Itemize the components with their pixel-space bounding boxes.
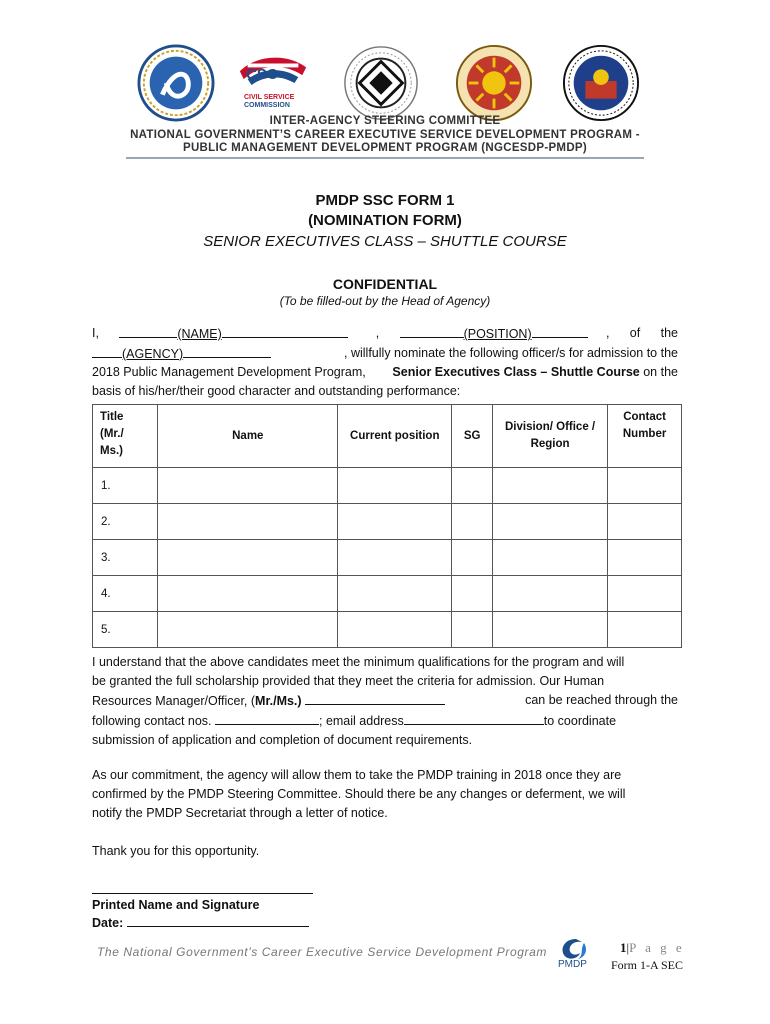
intro-line-2-text: , willfully nominate the following officer/s for admission to the [344, 345, 678, 360]
page-word: P a g e [629, 940, 685, 955]
cell-name[interactable] [158, 576, 338, 612]
intro-line-2 [92, 344, 678, 364]
header-line-2: NATIONAL GOVERNMENT’S CAREER EXECUTIVE SERVICE DEVELOPMENT PROGRAM - [130, 129, 640, 141]
hr-title-choice: Mr./Ms.) [255, 694, 302, 708]
form-code: Form 1-A SEC [611, 958, 684, 972]
career-executive-service-board-seal-icon [137, 44, 215, 122]
thank-you-line: Thank you for this opportunity. [92, 844, 260, 858]
commitment-paragraph [92, 766, 678, 823]
cell-position[interactable] [338, 540, 452, 576]
cell-contact[interactable] [608, 504, 682, 540]
intro-line-1 [92, 324, 678, 344]
hr-email-field[interactable] [404, 711, 544, 725]
confidential-note: (To be filled-out by the Head of Agency) [279, 294, 491, 308]
cell-position[interactable] [338, 612, 452, 648]
footer-tagline: The National Government’s Career Executive Service Development Program [97, 945, 547, 959]
csc-logo-sub2: COMMISSION [244, 102, 290, 109]
hr-contact-field[interactable] [215, 711, 319, 725]
cell-contact[interactable] [608, 540, 682, 576]
name-field-label: (NAME) [177, 327, 222, 341]
hr-line-4-a: following contact nos. [92, 714, 212, 728]
col-division-l2: Region [530, 438, 570, 450]
col-contact [608, 405, 682, 468]
col-title-l2: (Mr./ [100, 428, 124, 440]
cell-sg[interactable] [452, 540, 493, 576]
agency-field[interactable] [92, 344, 271, 364]
hr-line-1: I understand that the above candidates meet the minimum qualifications for the program and will [92, 655, 625, 669]
row-number: 2. [93, 504, 158, 540]
col-title-l3: Ms.) [100, 445, 123, 457]
table-row [93, 468, 682, 504]
hr-line-4-b: ; email address [319, 714, 404, 728]
cell-sg[interactable] [452, 576, 493, 612]
col-name: Name [158, 405, 338, 468]
date-label [92, 914, 309, 930]
col-sg: SG [452, 405, 493, 468]
intro-comma: , [375, 326, 380, 340]
position-field[interactable] [400, 324, 586, 344]
form-class-title: SENIOR EXECUTIVES CLASS – SHUTTLE COURSE [203, 233, 567, 250]
development-academy-seal-icon [342, 44, 420, 122]
date-label-text: Date: [92, 916, 124, 930]
commitment-line-2: confirmed by the PMDP Steering Committee. Should there be any changes or deferment, we will [92, 787, 626, 801]
intro-paragraph [92, 324, 678, 400]
col-contact-l2: Number [622, 428, 667, 440]
cell-name[interactable] [158, 468, 338, 504]
table-row [93, 540, 682, 576]
hr-line-3-c: can be reached through the [525, 693, 678, 707]
cell-contact[interactable] [608, 468, 682, 504]
row-number: 5. [93, 612, 158, 648]
form-title: PMDP SSC FORM 1 [315, 192, 455, 209]
col-division-l1: Division/ Office / [505, 421, 596, 433]
name-field[interactable] [119, 324, 355, 344]
hr-line-4 [92, 711, 678, 731]
table-header-row [93, 405, 682, 468]
cell-division[interactable] [492, 576, 607, 612]
signature-line[interactable] [92, 893, 313, 894]
intro-the: the [660, 326, 678, 340]
cell-division[interactable] [492, 504, 607, 540]
col-title-l1: Title [100, 411, 124, 423]
cell-sg[interactable] [452, 612, 493, 648]
table-row [93, 576, 682, 612]
intro-line-4: basis of his/her/their good character and outstanding performance: [92, 383, 461, 398]
row-number: 4. [93, 576, 158, 612]
hr-line-3-a: Resources Manager/Officer, ( [92, 694, 256, 708]
row-number: 3. [93, 540, 158, 576]
hr-name-field[interactable] [305, 691, 445, 705]
intro-line-3-c: on the [643, 365, 678, 379]
cell-name[interactable] [158, 612, 338, 648]
header-line-1: INTER-AGENCY STEERING COMMITTEE [269, 115, 501, 127]
thank-you-paragraph [92, 842, 678, 861]
cell-sg[interactable] [452, 504, 493, 540]
col-division [492, 405, 607, 468]
hr-line-5: submission of application and completion of document requirements. [92, 733, 473, 747]
hr-line-4-c: to coordinate [543, 714, 617, 728]
header-line-3: PUBLIC MANAGEMENT DEVELOPMENT PROGRAM (NGCESDP-PMDP) [182, 142, 588, 154]
cell-name[interactable] [158, 540, 338, 576]
cell-division[interactable] [492, 468, 607, 504]
table-row [93, 504, 682, 540]
row-number: 1. [93, 468, 158, 504]
page-number-value: 1 [620, 940, 627, 955]
header-rule [126, 157, 644, 159]
commitment-line-1: As our commitment, the agency will allow them to take the PMDP training in 2018 once they are [92, 768, 622, 782]
cell-position[interactable] [338, 468, 452, 504]
intro-line-3-a: 2018 Public Management Development Program, [92, 365, 366, 379]
cell-position[interactable] [338, 576, 452, 612]
cell-division[interactable] [492, 540, 607, 576]
cell-division[interactable] [492, 612, 607, 648]
col-contact-l1: Contact [623, 411, 666, 423]
intro-comma-2: , [605, 326, 610, 340]
confidential-label: CONFIDENTIAL [332, 276, 438, 292]
csc-logo-text: CSC [246, 66, 278, 83]
csc-logo-sub1: CIVIL SERVICE [244, 94, 295, 101]
cell-contact[interactable] [608, 576, 682, 612]
form-subtitle: (NOMINATION FORM) [308, 212, 462, 229]
nominees-table [92, 404, 682, 648]
pmdp-logo-icon [554, 935, 594, 973]
cell-sg[interactable] [452, 468, 493, 504]
pmdp-logo-text: PMDP [558, 959, 587, 970]
col-title [93, 405, 158, 468]
table-row [93, 612, 682, 648]
department-of-budget-and-management-seal-icon [455, 44, 533, 122]
hr-line-3 [92, 691, 678, 711]
civil-service-commission-logo-icon [234, 44, 312, 122]
page-separator: | [626, 940, 630, 955]
col-position: Current position [338, 405, 452, 468]
intro-line-3 [92, 363, 678, 382]
commitment-line-3: notify the PMDP Secretariat through a letter of notice. [92, 806, 388, 820]
department-of-finance-seal-icon [562, 44, 640, 122]
printed-name-label: Printed Name and Signature [92, 898, 260, 912]
intro-of: of [629, 326, 641, 340]
date-field[interactable] [127, 914, 309, 927]
cell-contact[interactable] [608, 612, 682, 648]
page-number [620, 940, 685, 956]
intro-i: I, [92, 326, 99, 340]
position-field-label: (POSITION) [463, 327, 532, 341]
cell-name[interactable] [158, 504, 338, 540]
cell-position[interactable] [338, 504, 452, 540]
hr-paragraph [92, 653, 678, 750]
hr-line-2: be granted the full scholarship provided that they meet the criteria for admission. Our Human [92, 674, 605, 688]
intro-course-name: Senior Executives Class – Shuttle Course [392, 365, 640, 379]
agency-field-label: (AGENCY) [122, 346, 184, 361]
